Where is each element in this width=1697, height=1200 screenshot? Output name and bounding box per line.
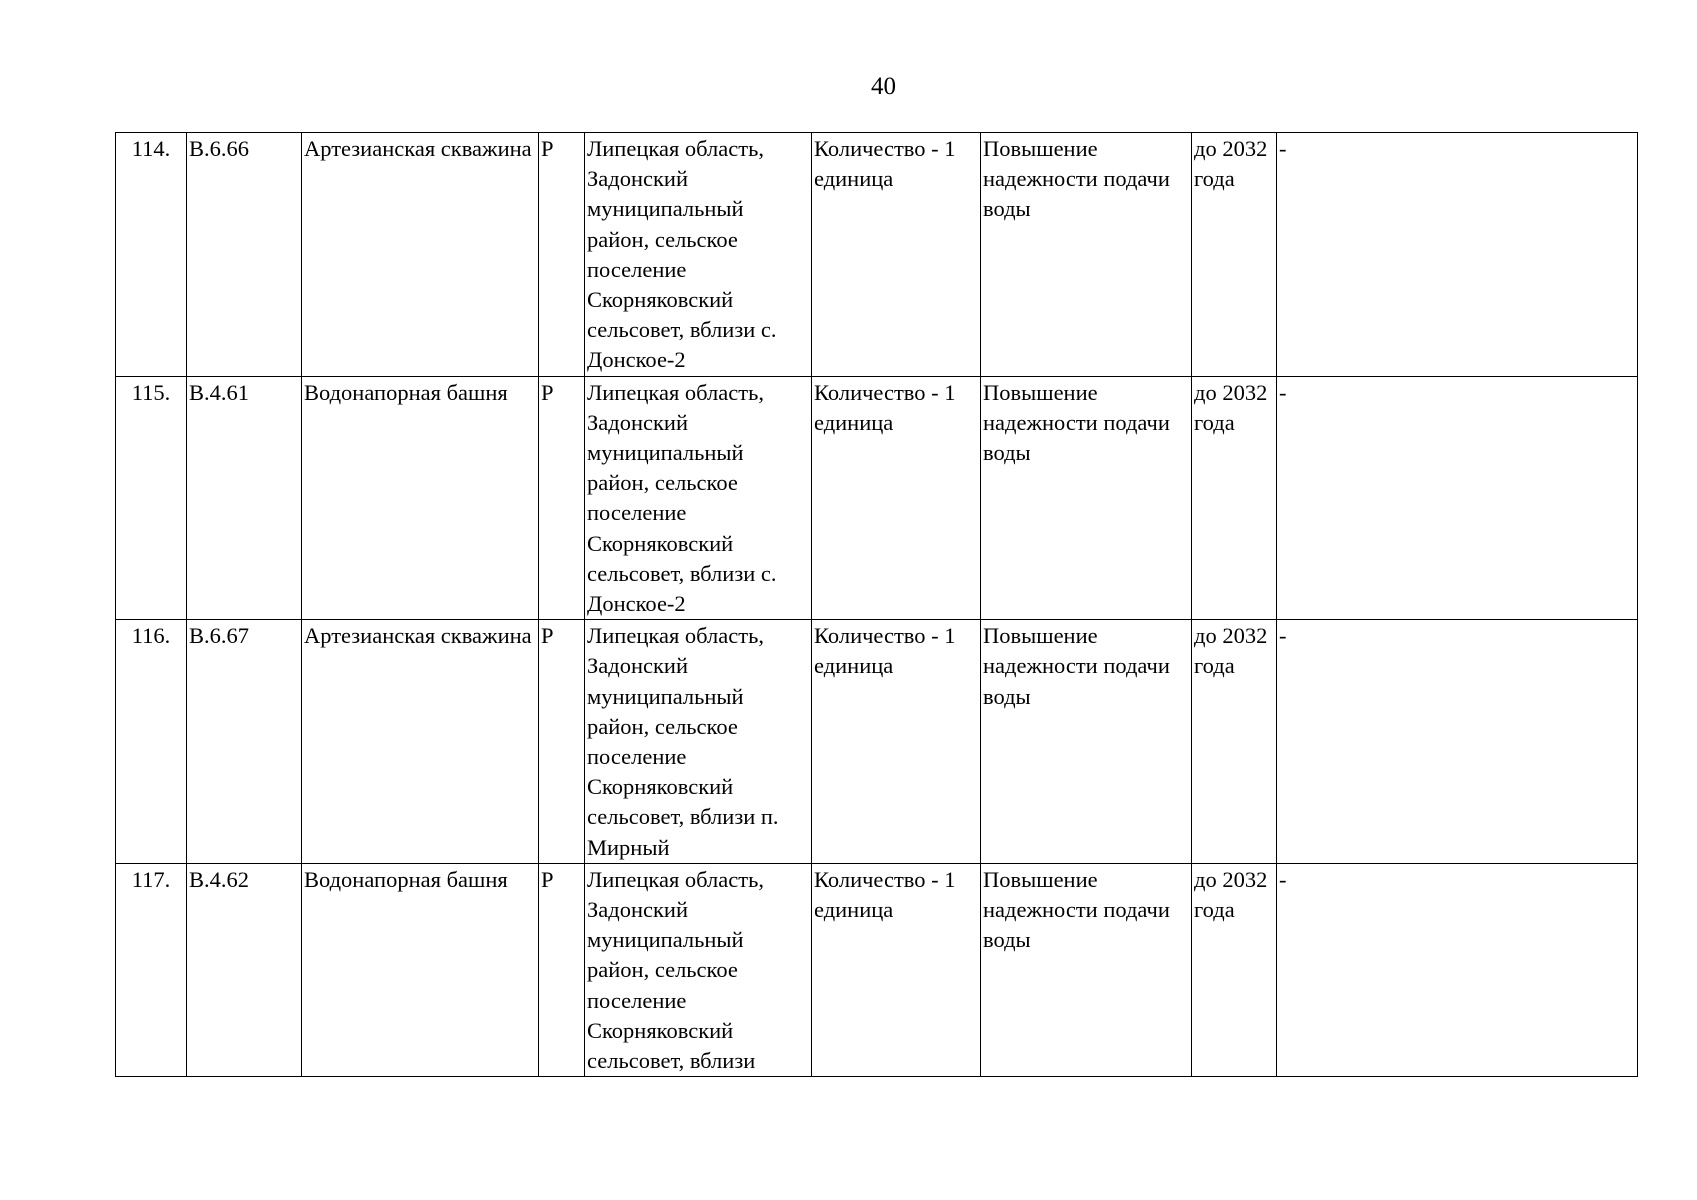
object-deadline: до 2032 года bbox=[1192, 133, 1277, 377]
table-row bbox=[116, 376, 1638, 620]
row-number: 115. bbox=[116, 376, 187, 620]
object-name: Артезианская скважина bbox=[302, 620, 539, 864]
object-name: Артезианская скважина bbox=[302, 133, 539, 377]
object-deadline: до 2032 года bbox=[1192, 863, 1277, 1076]
object-zones: - bbox=[1277, 376, 1638, 620]
object-location: Липецкая область, Задонский муниципальный район, сельское поселение Скорняковский сельсовет, вблизи п. Мирный bbox=[585, 620, 812, 864]
row-number: 117. bbox=[116, 863, 187, 1076]
object-name: Водонапорная башня bbox=[302, 863, 539, 1076]
object-purpose: Повышение надежности подачи воды bbox=[981, 376, 1192, 620]
object-code: В.4.61 bbox=[187, 376, 302, 620]
object-purpose: Повышение надежности подачи воды bbox=[981, 863, 1192, 1076]
object-characteristics: Количество - 1 единица bbox=[812, 133, 981, 377]
object-zones: - bbox=[1277, 863, 1638, 1076]
object-status: Р bbox=[539, 620, 585, 864]
object-purpose: Повышение надежности подачи воды bbox=[981, 620, 1192, 864]
object-name: Водонапорная башня bbox=[302, 376, 539, 620]
table-row bbox=[116, 620, 1638, 864]
objects-table bbox=[115, 132, 1638, 1077]
object-purpose: Повышение надежности подачи воды bbox=[981, 133, 1192, 377]
object-zones: - bbox=[1277, 620, 1638, 864]
object-status: Р bbox=[539, 863, 585, 1076]
page-number: 40 bbox=[871, 73, 896, 100]
table-row bbox=[116, 863, 1638, 1076]
object-location: Липецкая область, Задонский муниципальный район, сельское поселение Скорняковский сельсовет, вблизи bbox=[585, 863, 812, 1076]
object-deadline: до 2032 года bbox=[1192, 376, 1277, 620]
object-code: В.4.62 bbox=[187, 863, 302, 1076]
object-characteristics: Количество - 1 единица bbox=[812, 863, 981, 1076]
table-row bbox=[116, 133, 1638, 377]
object-status: Р bbox=[539, 376, 585, 620]
row-number: 116. bbox=[116, 620, 187, 864]
object-status: Р bbox=[539, 133, 585, 377]
object-deadline: до 2032 года bbox=[1192, 620, 1277, 864]
object-location: Липецкая область, Задонский муниципальный район, сельское поселение Скорняковский сельсовет, вблизи с. Донское-2 bbox=[585, 133, 812, 377]
object-code: В.6.66 bbox=[187, 133, 302, 377]
object-code: В.6.67 bbox=[187, 620, 302, 864]
object-characteristics: Количество - 1 единица bbox=[812, 376, 981, 620]
row-number: 114. bbox=[116, 133, 187, 377]
object-characteristics: Количество - 1 единица bbox=[812, 620, 981, 864]
object-location: Липецкая область, Задонский муниципальный район, сельское поселение Скорняковский сельсовет, вблизи с. Донское-2 bbox=[585, 376, 812, 620]
object-zones: - bbox=[1277, 133, 1638, 377]
